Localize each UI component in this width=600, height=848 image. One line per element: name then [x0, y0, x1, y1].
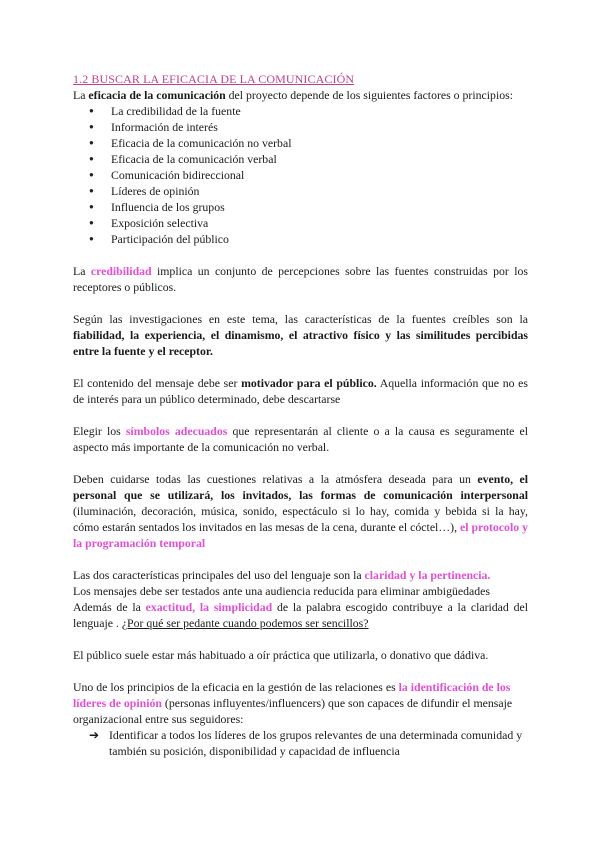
arrow-icon: ➔ [89, 728, 99, 742]
list-item: ● Influencia de los grupos [111, 199, 528, 215]
list-item: ● La credibilidad de la fuente [111, 103, 528, 119]
lenguaje-line-1 [73, 567, 528, 583]
text: El contenido del mensaje debe ser [73, 376, 242, 390]
highlight-protocolo: el protocolo y la programación temporal [73, 520, 528, 550]
highlight-credibilidad: credibilidad [90, 264, 152, 278]
list-item: ● Eficacia de la comunicación no verbal [111, 135, 528, 151]
lenguaje-line-2: Los mensajes debe ser testados ante una audiencia reducida para eliminar ambigüedades [73, 584, 490, 598]
list-item [89, 727, 528, 759]
text: de la palabra escogido contribuye a la claridad del lenguaje . [73, 600, 528, 630]
simbolos-paragraph [73, 423, 528, 455]
highlight-simbolos: símbolos adecuados [125, 424, 228, 438]
text: que representarán al cliente o a la causa es seguramente el aspecto más importante de la comunicación no verbal. [73, 424, 529, 454]
list-item: ● Líderes de opinión [111, 183, 528, 199]
credibilidad-paragraph [73, 263, 528, 295]
text: (personas influyentes/influencers) que son capaces de difundir el mensaje organizacional entre sus seguidores: [73, 696, 513, 726]
intro-paragraph [73, 87, 528, 103]
intro-text-end: del proyecto depende de los siguientes factores o principios: [225, 88, 513, 102]
highlight-exactitud: exactitud, la simplicidad [145, 600, 273, 614]
text: Según las investigaciones en este tema, las características de la fuentes creíbles son la [73, 312, 528, 326]
publico-paragraph: El público suele estar más habituado a oír práctica que utilizarla, o donativo que dádiva. [73, 648, 489, 662]
lideres-paragraph [73, 679, 528, 727]
text: Uno de los principios de la eficacia en la gestión de las relaciones es [73, 680, 399, 694]
section-heading: 1.2 BUSCAR LA EFICACIA DE LA COMUNICACIÓN [73, 72, 355, 86]
text: Además de la [73, 600, 146, 614]
list-item: ● Participación del público [111, 231, 528, 247]
text: Identificar a todos los líderes de los grupos relevantes de una determinada comunidad y también su posición, disponibilidad y capacidad de influencia [109, 728, 523, 758]
text: Deben cuidarse todas las cuestiones relativas a la atmósfera deseada para un [73, 472, 478, 486]
highlight-claridad: claridad y la pertinencia. [364, 568, 491, 582]
text: Elegir los [73, 424, 126, 438]
cuestiones-paragraph [73, 471, 528, 551]
arrow-list [73, 727, 528, 759]
contenido-paragraph [73, 375, 528, 407]
text: (iluminación, decoración, música, sonido, espectáculo si lo hay, comida y bebida si la hay, cómo estarán sentados los invitados en las mesas de la cena, durante el cóctel…), [73, 504, 528, 534]
intro-bold: eficacia de la comunicación [88, 88, 226, 102]
text: implica un conjunto de percepciones sobre las fuentes construidas por los receptores o públicos. [73, 264, 528, 294]
text: La [73, 264, 91, 278]
intro-text: La [73, 88, 89, 102]
underlined-question: ¿Por qué ser pedante cuando podemos ser sencillos? [121, 616, 369, 630]
investigaciones-paragraph [73, 311, 528, 359]
bold-characteristics: fiabilidad, la experiencia, el dinamismo, el atractivo físico y las similitudes percibidas entre la fuente y el receptor. [73, 328, 528, 358]
factors-list [73, 103, 528, 247]
highlight-lideres: la identificación de los líderes de opinión [73, 680, 511, 710]
list-item: ● Eficacia de la comunicación verbal [111, 151, 528, 167]
list-item: ● Exposición selectiva [111, 215, 528, 231]
list-item: ● Comunicación bidireccional [111, 167, 528, 183]
lenguaje-line-3 [73, 599, 528, 631]
bold-evento: evento, el personal que se utilizará, los invitados, las formas de comunicación interpersonal [73, 472, 529, 502]
list-item: ● Información de interés [111, 119, 528, 135]
bold-motivador: motivador para el público. [241, 376, 377, 390]
text: Aquella información que no es de interés para un público determinado, debe descartarse [73, 376, 528, 406]
text: Las dos características principales del uso del lenguaje son la [73, 568, 365, 582]
